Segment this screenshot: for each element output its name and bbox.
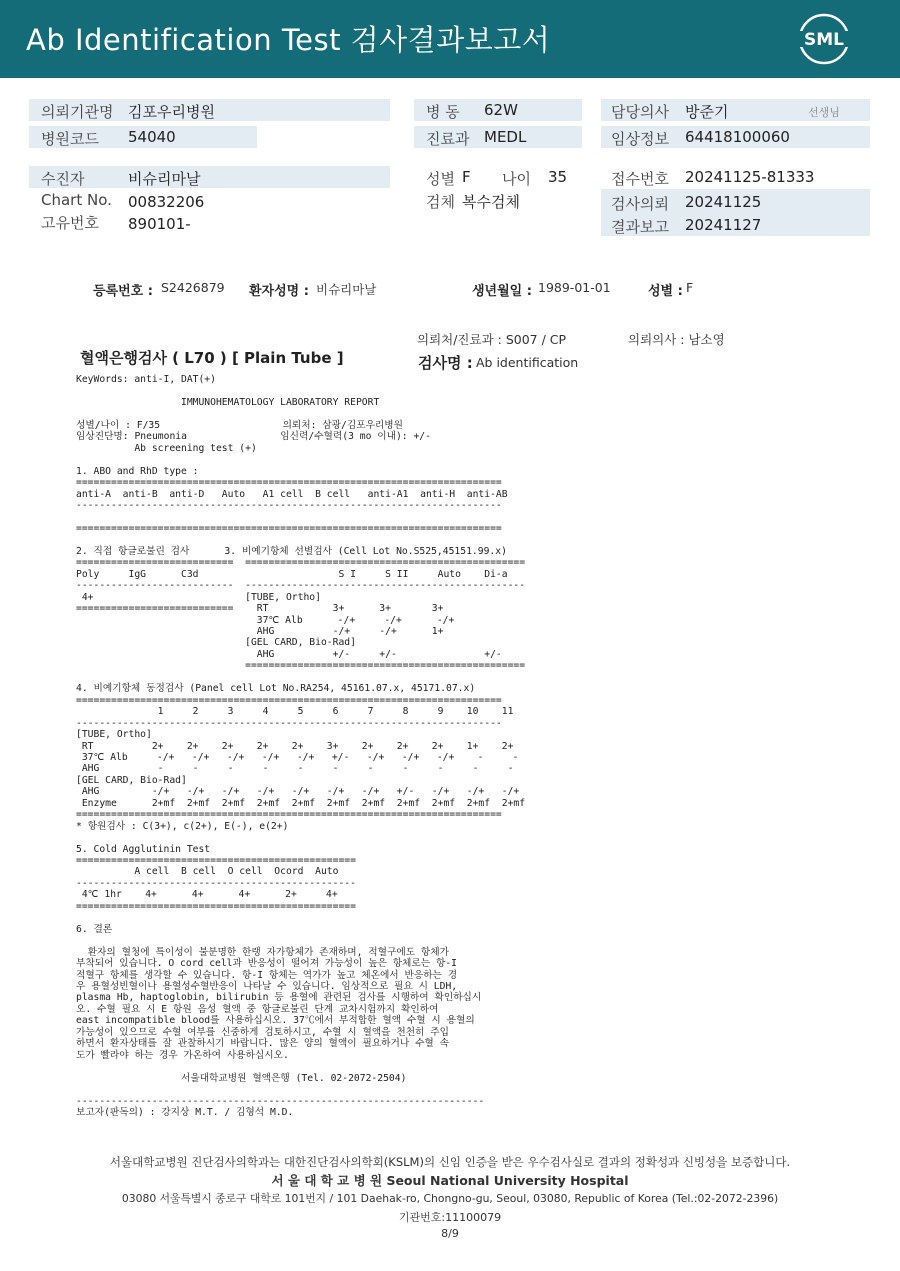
report-header [0, 0, 900, 78]
dept-value: MEDL [484, 128, 527, 146]
reg-no-label: 등록번호 : [93, 284, 153, 299]
reg-no-value: S2426879 [161, 280, 225, 295]
patient-value: 비슈리마날 [128, 170, 201, 188]
report-title: Ab Identification Test 검사결과보고서 [26, 23, 551, 57]
unique-no-label: 고유번호 [41, 214, 99, 232]
hospital-code-value: 54040 [128, 128, 176, 146]
hospital-code-label: 병원코드 [41, 130, 99, 148]
request-org-value: 김포우리병원 [128, 103, 215, 121]
ward-value: 62W [484, 101, 518, 119]
unique-no-value: 890101- [128, 215, 191, 233]
age-label: 나이 [502, 170, 531, 188]
specimen-value: 복수검체 [462, 193, 520, 211]
sex-label: 성별 [426, 170, 455, 188]
patient-label: 수진자 [41, 170, 85, 188]
result-report-label: 결과보고 [611, 218, 669, 236]
svg-text:SML: SML [804, 30, 844, 50]
dob-value: 1989-01-01 [538, 280, 611, 295]
hospital-name: 서 울 대 학 교 병 원 Seoul National University Hospital [271, 1173, 629, 1188]
dept-label: 진료과 [426, 130, 470, 148]
certification-line: 서울대학교병원 진단검사의학과는 대한진단검사의학회(KSLM)의 신임 인증을 받은 우수검사실로 결과의 정확성과 신빙성을 보증합니다. [109, 1155, 791, 1169]
patient-name-value: 비슈리마날 [316, 282, 377, 297]
sex-value: F [462, 168, 471, 186]
age-value: 35 [548, 168, 568, 186]
clinical-value: 64418100060 [685, 128, 790, 146]
doctor-title: 선생님 [808, 106, 840, 119]
patient-name-label: 환자성명 : [249, 284, 309, 299]
receipt-value: 20241125-81333 [685, 168, 815, 186]
specimen-label: 검체 [426, 193, 455, 211]
test-name-value: Ab identification [476, 355, 579, 370]
chart-no-value: 00832206 [128, 193, 205, 211]
test-name-label: 검사명 : [418, 354, 473, 372]
sml-logo [796, 12, 852, 66]
ref-doctor-line: 의뢰의사 : 남소영 [628, 332, 725, 347]
test-main-title: 혈액은행검사 ( L70 ) [ Plain Tube ] [80, 349, 344, 367]
report-sex-value: F [686, 280, 694, 295]
clinical-label: 임상정보 [611, 130, 669, 148]
referral-line: 의뢰처/진료과 : S007 / CP [417, 332, 567, 347]
request-org-label: 의뢰기관명 [41, 103, 114, 121]
ward-label: 병 동 [426, 103, 460, 121]
chart-no-label: Chart No. [41, 191, 112, 209]
doctor-label: 담당의사 [611, 103, 669, 121]
dob-label: 생년월일 : [472, 284, 532, 299]
report-sex-label: 성별 : [648, 284, 683, 299]
result-report-value: 20241127 [685, 216, 762, 234]
report-body-text: KeyWords: anti-I, DAT(+) IMMUNOHEMATOLOGY LABORATORY REPORT 성별/나이 : F/35 의뢰처: 삼광/김포우리병원 임상진단명: Pneumonia 임신력/수혈력(3 mo 이내): +/- Ab screening test (+) 1. ABO and RhD type : ========================================================================= anti-A anti-B anti-D Auto A1 cell B cell anti-A1 anti-H anti-AB ------------------------------------------------------------------------- ========================================================================= 2. 직접 항글로불린 검사 3. 비예기항체 선별검사 (Cell Lot No.S525,45151.99.x) =========================== ================================================ Poly IgG C3d S I S II Auto Di-a --------------------------- ------------------------------------------------ 4+ [TUBE, Ortho] =========================== RT 3+ 3+ 3+ 37℃ Alb -/+ -/+ -/+ AHG -/+ -/+ 1+ [GEL CARD, Bio-Rad] AHG +/- +/- +/- ================================================ 4. 비예기항체 동정검사 (Panel cell Lot No.RA254, 45161.07.x, 45171.07.x) ========================================================================= 1 2 3 4 5 6 7 8 9 10 11 ------------------------------------------------------------------------- [TUBE, Ortho] RT 2+ 2+ 2+ 2+ 2+ 3+ 2+ 2+ 2+ 1+ 2+ 37℃ Alb -/+ -/+ -/+ -/+ -/+ +/- -/+ -/+ -/+ - - AHG - - - - - - - - - - - [GEL CARD, Bio-Rad] AHG -/+ -/+ -/+ -/+ -/+ -/+ -/+ +/- -/+ -/+ -/+ Enzyme 2+mf 2+mf 2+mf 2+mf 2+mf 2+mf 2+mf 2+mf 2+mf 2+mf 2+mf ========================================================================= * 항원검사 : C(3+), c(2+), E(-), e(2+) 5. Cold Agglutinin Test ================================================ A cell B cell O cell Ocord Auto ------------------------------------------------ 4℃ 1hr 4+ 4+ 4+ 2+ 4+ ================================================ 6. 결론 환자의 혈청에 특이성이 불분명한 한랭 자가항체가 존재하며, 적혈구에도 항체가 부착되어 있습니다. O cord cell과 반응성이 떨어져 가능성이 높은 항체로는 항-I 적혈구 항체를 생각할 수 있습니다. 항-I 항체는 역가가 높고 체온에서 반응하는 경 우 용혈성빈혈이나 용혈성수혈반응이 나타날 수 있습니다. 임상적으로 필요 시 LDH, plasma Hb, haptoglobin, bilirubin 등 용혈에 관련된 검사를 시행하여 확인하십시 오. 수혈 필요 시 E 항원 음성 혈액 중 항글로불린 단계 교차시험까지 확인하여 east incompatible blood를 사용하십시오. 37℃에서 부적합한 혈액 수혈 시 용혈의 가능성이 있으므로 수혈 여부를 신중하게 검토하시고, 수혈 시 혈액을 천천히 주입 하면서 환자상태를 잘 관찰하시기 바랍니다. 많은 양의 혈액이 필요하거나 수혈 속 도가 빨라야 하는 경우 가온하여 사용하십시오. 서울대학교병원 혈액은행 (Tel. 02-2072-2504) ---------------------------------------------------------------------- 보고자(판독의) : 강지상 M.T. / 김형석 M.D. [76, 374, 526, 1118]
institution-number: 기관번호:11100079 [398, 1211, 502, 1224]
doctor-value: 방준기 [685, 103, 729, 121]
test-request-label: 검사의뢰 [611, 195, 669, 213]
hospital-address: 03080 서울특별시 종로구 대학로 101번지 / 101 Daehak-ro, Chongno-gu, Seoul, 03080, Republic of Korea (Tel.:02-2072-2396) [121, 1192, 779, 1205]
page-number: 8/9 [441, 1227, 459, 1240]
test-request-value: 20241125 [685, 193, 762, 211]
receipt-label: 접수번호 [611, 170, 669, 188]
